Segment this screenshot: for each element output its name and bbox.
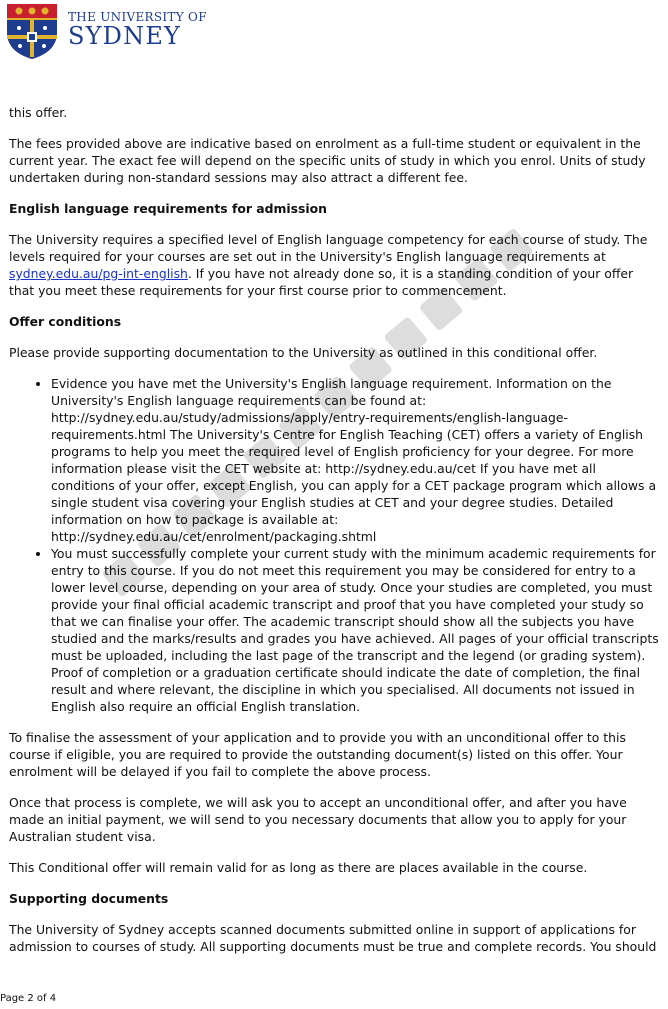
page-number: Page 2 of 4	[0, 993, 57, 1004]
list-item: • Evidence you have met the University's English language requirement. Information on the University's English language requirements can be found at: http://sydney.edu.au/study/admissions/apply/entry-requirements/english-language-requirements.html The University's Centre for English Teaching (CET) offers a variety of English programs to help you meet the required level of English proficiency for your degree. For more information please visit the CET website at: http://sydney.edu.au/cet If you have met all conditions of your offer, except English, you can apply for a CET package program which allows a single student visa covering your English studies at CET and your degree studies. Detailed information on how to package is available at: http://sydney.edu.au/cet/enrolment/packaging.shtml	[51, 375, 659, 545]
list-item: • You must successfully complete your current study with the minimum academic requirements for entry to this course. If you do not meet this requirement you may be considered for entry to a lower level course, depending on your area of study. Once your studies are completed, you must provide your final official academic transcript and proof that you have completed your study so that we can finalise your offer. The academic transcript should show all the subjects you have studied and the marks/results and grades you have achieved. All pages of your official transcripts must be uploaded, including the last page of the transcript and the legend (or grading system). Proof of completion or a graduation certificate should indicate the date of completion, the final result and where relevant, the discipline in which you specialised. All documents not issued in English also require an official English translation.	[51, 545, 659, 715]
university-crest-icon	[5, 2, 59, 60]
finalise-paragraph: To finalise the assessment of your application and to provide you with an unconditional offer to this course if eligible, you are required to provide the outstanding document(s) listed on this offer. Your enrolment will be delayed if you fail to complete the above process.	[9, 730, 626, 779]
validity-paragraph: This Conditional offer will remain valid for as long as there are places available in the course.	[9, 860, 588, 875]
english-text-start: The University requires a specified level of English language competency for each course of study. The levels required for your courses are set out in the University's English language requirements at	[9, 232, 648, 264]
conditions-list	[9, 375, 659, 715]
wordmark-line2: SYDNEY	[68, 22, 182, 50]
supporting-documents-paragraph: The University of Sydney accepts scanned documents submitted online in support of applications for admission to courses of study. All supporting documents must be true and complete records. You should	[9, 922, 657, 954]
fees-paragraph: The fees provided above are indicative based on enrolment as a full-time student or equivalent in the current year. The exact fee will depend on the specific units of study in which you enrol. Units of study undertaken during non-standard sessions may also attract a different fee.	[9, 136, 646, 185]
unconditional-offer-paragraph: Once that process is complete, we will ask you to accept an unconditional offer, and after you have made an initial payment, we will send to you necessary documents that allow you to apply for your Australian student visa.	[9, 795, 627, 844]
english-requirements-paragraph	[9, 231, 659, 299]
english-requirements-heading: English language requirements for admission	[9, 201, 327, 216]
letterhead	[5, 2, 207, 62]
offer-conditions-paragraph: Please provide supporting documentation to the University as outlined in this conditional offer.	[9, 345, 598, 360]
university-wordmark	[68, 11, 207, 48]
english-text-end: . If you have not already done so, it is a standing condition of your offer that you meet these requirements for your first course prior to commencement.	[9, 266, 634, 298]
letter-body	[9, 104, 659, 969]
wordmark-line1: THE UNIVERSITY OF	[68, 10, 207, 24]
offer-conditions-heading: Offer conditions	[9, 314, 122, 329]
continued-paragraph: this offer.	[9, 105, 68, 120]
supporting-documents-heading: Supporting documents	[9, 891, 169, 906]
english-requirements-link[interactable]: sydney.edu.au/pg-int-english	[9, 266, 188, 281]
